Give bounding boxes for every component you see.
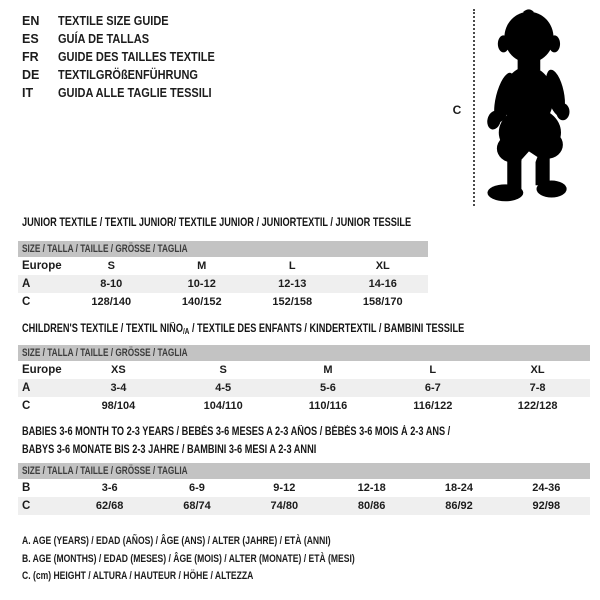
language-list — [22, 12, 236, 102]
table-title-text — [22, 424, 450, 442]
language-code: DE — [22, 68, 40, 82]
table-title-text — [22, 442, 316, 460]
language-label: GUIDE DES TAILLES TEXTILE — [58, 50, 215, 64]
language-row — [22, 30, 236, 48]
language-row — [22, 12, 236, 30]
table-cell: 80/86 — [357, 500, 386, 512]
row-label: A — [22, 278, 31, 290]
table-size-header-text: SIZE / TALLA / TAILLE / GRÖSSE / TAGLIA — [22, 243, 188, 255]
table-cell: 12-13 — [278, 278, 307, 290]
table-cell: L — [288, 260, 296, 272]
language-row — [22, 48, 236, 66]
table-cell: L — [429, 364, 437, 376]
table-title-line — [22, 215, 508, 233]
table-size-header-text: SIZE / TALLA / TAILLE / GRÖSSE / TAGLIA — [22, 347, 188, 359]
title-segment: JUNIOR TEXTILE / TEXTIL JUNIOR/ TEXTILE JUNIOR / JUNIORTEXTIL / JUNIOR TESSILE — [22, 217, 412, 229]
title-segment: CHILDREN'S TEXTILE / TEXTIL NIÑO — [22, 323, 183, 335]
children-size-table — [18, 345, 590, 415]
title-segment: BABYS 3-6 MONATE BIS 2-3 JAHRE / BAMBINI 3-6 MESI A 2-3 ANNI — [22, 443, 317, 456]
table-cell: 110/116 — [308, 400, 348, 412]
junior-table-title — [22, 215, 508, 233]
language-label: TEXTILGRÖßENFÜHRUNG — [58, 68, 198, 82]
table-cell: 7-8 — [529, 382, 546, 394]
language-row — [22, 84, 236, 102]
row-label: C — [22, 400, 31, 412]
footnote-text: C. (cm) HEIGHT / ALTURA / HAUTEUR / HÖHE / ALTEZZA — [22, 570, 254, 582]
baby-silhouette-icon — [476, 8, 580, 206]
height-measure-line — [473, 9, 475, 206]
footnote-line — [22, 568, 449, 586]
table-cell: S — [219, 364, 227, 376]
table-cell: 104/110 — [203, 400, 243, 412]
row-label: Europe — [22, 364, 62, 376]
table-row — [18, 397, 590, 415]
row-label: Europe — [22, 260, 62, 272]
table-cell: 3-4 — [110, 382, 127, 394]
table-title-line — [22, 442, 557, 460]
table-cell: 128/140 — [91, 296, 132, 308]
footnote-text: A. AGE (YEARS) / EDAD (AÑOS) / ÂGE (ANS) / ALTER (JAHRE) / ETÀ (ANNI) — [22, 535, 331, 547]
table-cell: 140/152 — [181, 296, 222, 308]
table-title-text — [22, 215, 411, 233]
table-row — [18, 275, 428, 293]
table-row — [18, 379, 590, 397]
table-cell: S — [107, 260, 115, 272]
title-segment: BABIES 3-6 MONTH TO 2-3 YEARS / BEBÉS 3-6 MESES A 2-3 AÑOS / BÉBÉS 3-6 MOIS À 2-3 ANS / — [22, 426, 451, 438]
table-cell: 8-10 — [100, 278, 123, 290]
language-code: FR — [22, 50, 39, 64]
junior-size-table — [18, 241, 428, 311]
title-subscript: /A — [182, 327, 190, 336]
table-cell: 86/92 — [445, 500, 473, 512]
footnote-line — [22, 533, 449, 551]
table-cell: 14-16 — [368, 278, 397, 290]
table-size-header — [18, 345, 590, 361]
table-cell: 5-6 — [320, 382, 336, 394]
footnote-text: B. AGE (MONTHS) / EDAD (MESES) / ÂGE (MOIS) / ALTER (MONATE) / ETÀ (MESI) — [22, 552, 355, 565]
children-table-title — [22, 321, 575, 339]
table-cell: 6-7 — [424, 382, 441, 394]
language-code: IT — [22, 86, 34, 100]
table-cell: 158/170 — [362, 296, 403, 308]
table-cell: 122/128 — [517, 400, 558, 412]
babies-size-table — [18, 463, 590, 515]
language-label: TEXTILE SIZE GUIDE — [58, 14, 169, 28]
table-row — [18, 257, 428, 275]
table-title-line — [22, 321, 575, 339]
table-cell: 152/158 — [272, 296, 313, 308]
row-label: C — [22, 296, 31, 308]
table-cell: 74/80 — [270, 500, 299, 512]
footnotes — [22, 533, 449, 586]
table-cell: 92/98 — [532, 500, 561, 512]
table-cell: XS — [111, 364, 126, 376]
table-cell: 3-6 — [101, 482, 118, 494]
table-cell: 6-9 — [189, 482, 205, 494]
row-label: B — [22, 482, 31, 494]
footnote-line — [22, 551, 449, 569]
table-cell: 24-36 — [532, 482, 561, 494]
table-title-text — [22, 321, 464, 341]
table-row — [18, 293, 428, 311]
table-cell: XL — [530, 364, 545, 376]
table-cell: M — [323, 364, 333, 376]
table-cell: 9-12 — [273, 482, 296, 494]
table-size-header — [18, 241, 428, 257]
table-cell: M — [197, 260, 207, 272]
table-cell: 62/68 — [95, 500, 124, 512]
table-size-header — [18, 463, 590, 479]
table-cell: 12-18 — [357, 482, 386, 494]
table-row — [18, 497, 590, 515]
language-code: EN — [22, 14, 40, 28]
row-label: C — [22, 500, 31, 512]
row-label: A — [22, 382, 31, 394]
table-cell: 10-12 — [187, 278, 216, 290]
table-cell: 18-24 — [444, 482, 474, 494]
table-row — [18, 479, 590, 497]
table-title-line — [22, 424, 557, 442]
language-row — [22, 66, 236, 84]
language-label: GUIDA ALLE TAGLIE TESSILI — [58, 86, 212, 100]
title-segment: / TEXTILE DES ENFANTS / KINDERTEXTIL / BAMBINI TESSILE — [189, 323, 465, 335]
table-cell: XL — [375, 260, 390, 272]
language-code: ES — [22, 32, 39, 46]
table-cell: 4-5 — [215, 382, 232, 394]
table-cell: 116/122 — [413, 400, 453, 412]
height-dimension-label: C — [452, 103, 462, 117]
language-label: GUÍA DE TALLAS — [58, 32, 150, 46]
table-cell: 68/74 — [183, 500, 211, 512]
table-size-header-text: SIZE / TALLA / TAILLE / GRÖSSE / TAGLIA — [22, 465, 188, 477]
babies-table-title — [22, 424, 557, 459]
table-row — [18, 361, 590, 379]
table-cell: 98/104 — [101, 400, 136, 412]
